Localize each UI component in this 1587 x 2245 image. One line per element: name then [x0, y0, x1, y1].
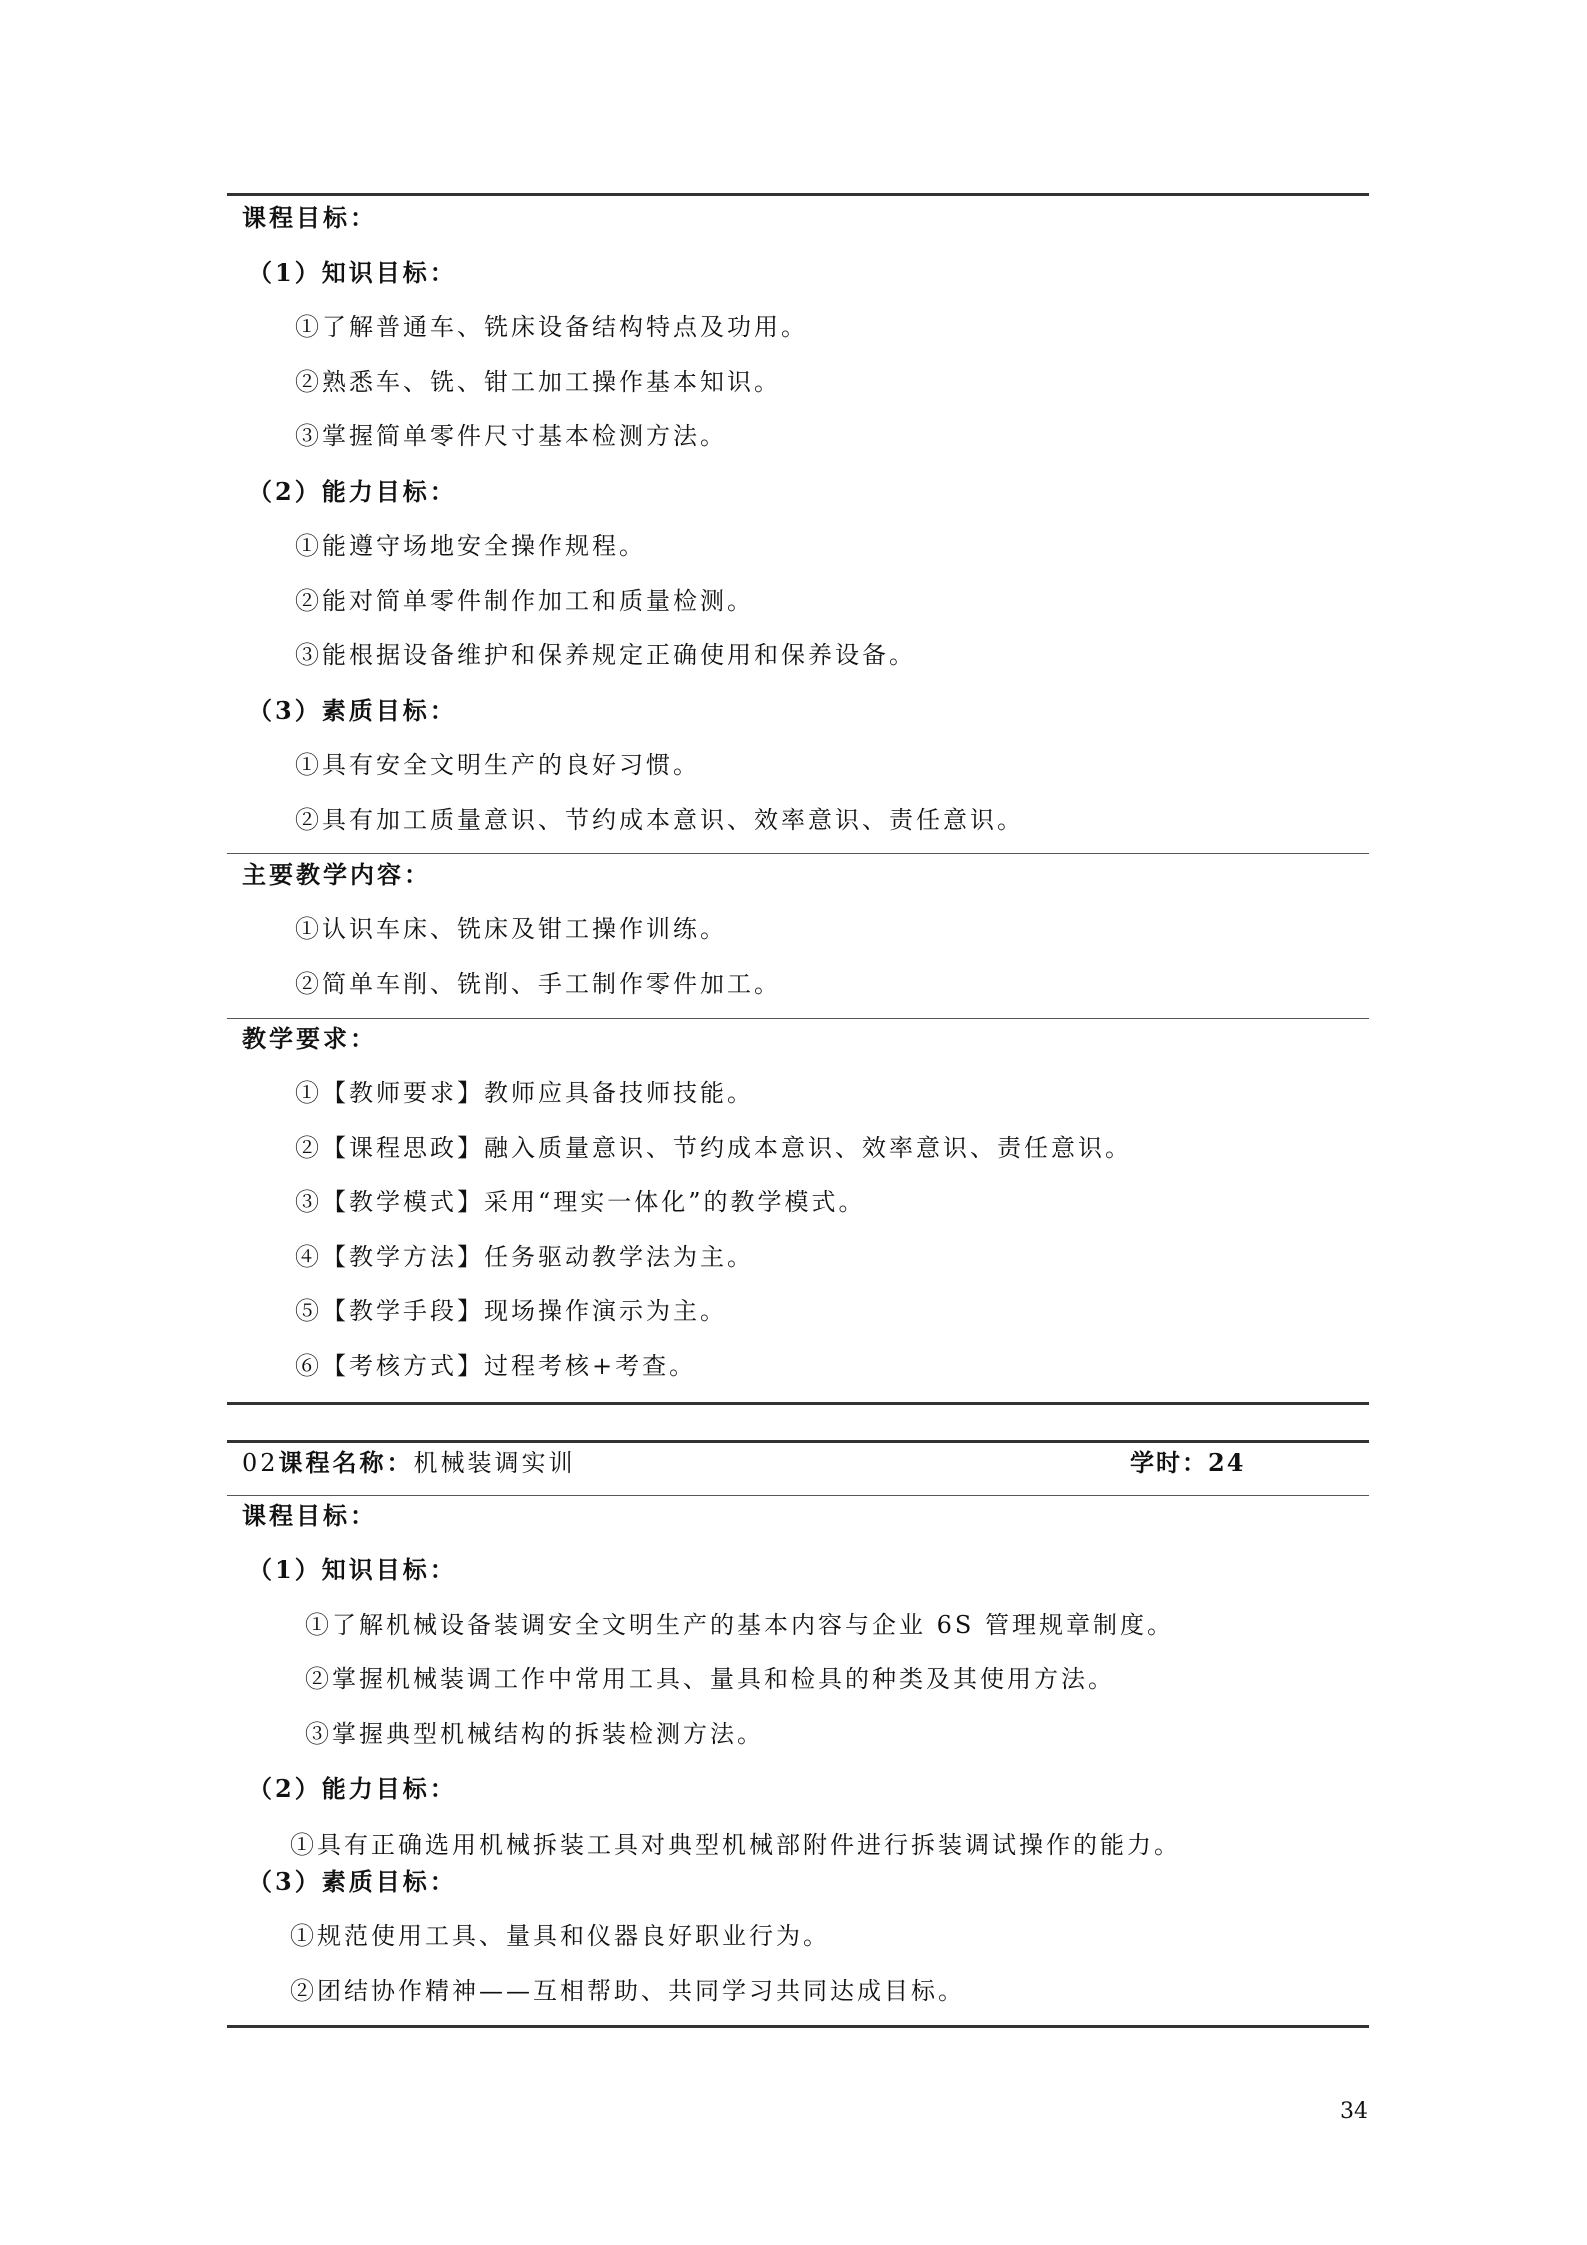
ability-item: ②能对简单零件制作加工和质量检测。: [295, 587, 754, 615]
knowledge-item: ③掌握简单零件尺寸基本检测方法。: [295, 422, 727, 450]
content-heading: 主要教学内容：: [242, 860, 431, 889]
course-title-row: [242, 1448, 576, 1478]
requirement-item: ⑥【考核方式】过程考核+考查。: [295, 1352, 697, 1380]
knowledge-item: ①了解普通车、铣床设备结构特点及功用。: [295, 313, 808, 341]
knowledge-item: ①了解机械设备装调安全文明生产的基本内容与企业 6S 管理规章制度。: [305, 1611, 1174, 1639]
quality-item: ②团结协作精神——互相帮助、共同学习共同达成目标。: [290, 1977, 965, 2005]
goals-heading: 课程目标：: [242, 1501, 377, 1530]
section-divider: [227, 853, 1369, 854]
quality-item: ②具有加工质量意识、节约成本意识、效率意识、责任意识。: [295, 806, 1024, 834]
requirement-item: ②【课程思政】融入质量意识、节约成本意识、效率意识、责任意识。: [295, 1134, 1132, 1162]
course-end-rule: [227, 1402, 1369, 1405]
requirement-item: ①【教师要求】教师应具备技师技能。: [295, 1079, 754, 1107]
ability-item: ①具有正确选用机械拆装工具对典型机械部附件进行拆装调试操作的能力。: [290, 1831, 1181, 1859]
quality-item: ①具有安全文明生产的良好习惯。: [295, 751, 700, 779]
hours-value: 24: [1208, 1448, 1246, 1477]
bottom-rule: [227, 2025, 1369, 2028]
section-divider: [227, 1018, 1369, 1019]
ability-heading: （2）能力目标：: [248, 477, 457, 506]
content-item: ②简单车削、铣削、手工制作零件加工。: [295, 970, 781, 998]
hours-label: 学时：: [1130, 1448, 1208, 1477]
requirement-item: ④【教学方法】任务驱动教学法为主。: [295, 1243, 754, 1271]
knowledge-item: ②熟悉车、铣、钳工加工操作基本知识。: [295, 368, 781, 396]
course-name: 机械装调实训: [413, 1449, 576, 1477]
requirements-heading: 教学要求：: [242, 1024, 377, 1053]
quality-item: ①规范使用工具、量具和仪器良好职业行为。: [290, 1922, 830, 1950]
page-number: 34: [1340, 2099, 1368, 2124]
requirement-item: ⑤【教学手段】现场操作演示为主。: [295, 1297, 727, 1325]
quality-heading: （3）素质目标：: [248, 1867, 457, 1896]
course-name-label: 课程名称：: [278, 1448, 414, 1477]
requirement-item: ③【教学模式】采用“理实一体化”的教学模式。: [295, 1188, 866, 1216]
ability-heading: （2）能力目标：: [248, 1774, 457, 1803]
knowledge-heading: （1）知识目标：: [248, 1555, 457, 1584]
quality-heading: （3）素质目标：: [248, 696, 457, 725]
content-item: ①认识车床、铣床及钳工操作训练。: [295, 915, 727, 943]
course-hours: [1130, 1448, 1245, 1478]
knowledge-heading: （1）知识目标：: [248, 258, 457, 287]
top-rule: [227, 193, 1369, 196]
course-number: 02: [242, 1449, 279, 1477]
knowledge-item: ③掌握典型机械结构的拆装检测方法。: [305, 1720, 764, 1748]
ability-item: ①能遵守场地安全操作规程。: [295, 532, 646, 560]
goals-heading: 课程目标：: [242, 203, 377, 232]
knowledge-item: ②掌握机械装调工作中常用工具、量具和检具的种类及其使用方法。: [305, 1665, 1115, 1693]
section-divider: [227, 1495, 1369, 1496]
ability-item: ③能根据设备维护和保养规定正确使用和保养设备。: [295, 641, 916, 669]
course-start-rule: [227, 1440, 1369, 1443]
